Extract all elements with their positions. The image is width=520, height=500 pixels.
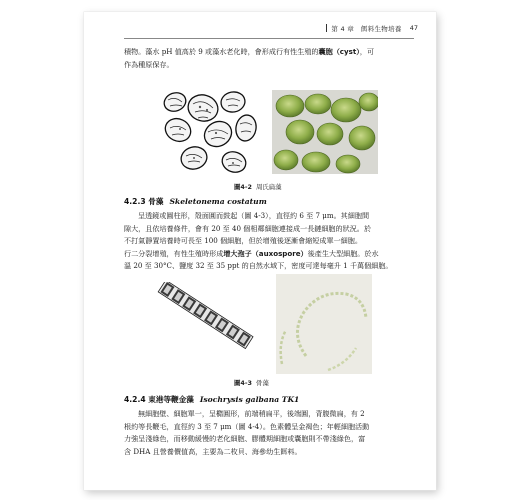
book-page <box>84 12 436 490</box>
intro-line-1: 積物。藻水 pH 值高於 9 或藻水老化時，會形成行有性生殖的囊胞（cyst），可 <box>124 47 374 56</box>
intro-line-2: 作為種原保存。 <box>124 59 174 69</box>
figure-4-2-caption: 圖4-2 周氏扁藻 <box>234 183 282 191</box>
figure-4-3-chain-image <box>152 282 260 372</box>
body-line: 呈透鏡或圓柱形，殼面圓而鼓起（圖 4-3），直徑約 6 至 7 μm。其細胞間 <box>138 211 370 220</box>
figure-4-2-drawing <box>158 88 262 180</box>
page-number: 47 <box>409 24 418 32</box>
auxospore-term: 增大孢子（auxospore） <box>223 248 308 258</box>
cyst-term: 囊胞（cyst） <box>318 47 360 56</box>
body-line: 力強呈淺綠色，而移動緩慢的老化細胞、膠體期細胞或囊胞則不帶淺綠色，富 <box>124 434 366 444</box>
section-4-2-3-heading: 4.2.3 骨藻 Skeletonema costatum <box>124 197 267 206</box>
chapter-title: 第 4 章 餌料生物培養 <box>331 24 402 33</box>
section-4-2-3-body <box>124 210 414 273</box>
section-4-2-4-heading: 4.2.4 東港等鞭金藻 Isochrysis galbana TK1 <box>124 395 300 404</box>
body-line: 行二分裂增殖，有性生殖時形成增大孢子（auxospore）後產生大型細胞。於水 <box>124 248 379 258</box>
intro-paragraph <box>124 46 414 71</box>
running-header <box>84 22 436 34</box>
figure-4-2-micrograph <box>272 90 378 174</box>
body-line: 含 DHA 且營養價值高，主要為二枚貝、海參幼生餌料。 <box>124 446 302 456</box>
figure-4-3-micrograph <box>276 274 372 374</box>
body-line: 根約等長鞭毛，直徑約 3 至 7 μm（圖 4-4）。色素體呈金褐色；年輕細胞活動 <box>124 421 370 431</box>
body-line: 不打氣靜置培養時可長至 100 個細胞，但於增殖後逐漸會縮短成單一細胞。 <box>124 236 362 246</box>
header-divider <box>326 24 327 32</box>
body-line: 無細胞壁、細胞單一，呈橢圓形，前端稍扁平，後端圓，背腹微扁，有 2 <box>138 409 365 418</box>
header-rule <box>124 38 414 39</box>
body-line: 隙大，且依培養條件，會有 20 至 40 個相鄰細胞連接成一長鏈細胞的狀況。於 <box>124 223 371 233</box>
body-line: 溫 20 至 30°C、鹽度 32 至 35 ppt 的自然水域下，密度可達每毫升 1 千萬個細胞。 <box>124 261 393 271</box>
section-4-2-4-body <box>124 408 414 458</box>
figure-4-3-caption: 圖4-3 骨藻 <box>234 379 269 387</box>
